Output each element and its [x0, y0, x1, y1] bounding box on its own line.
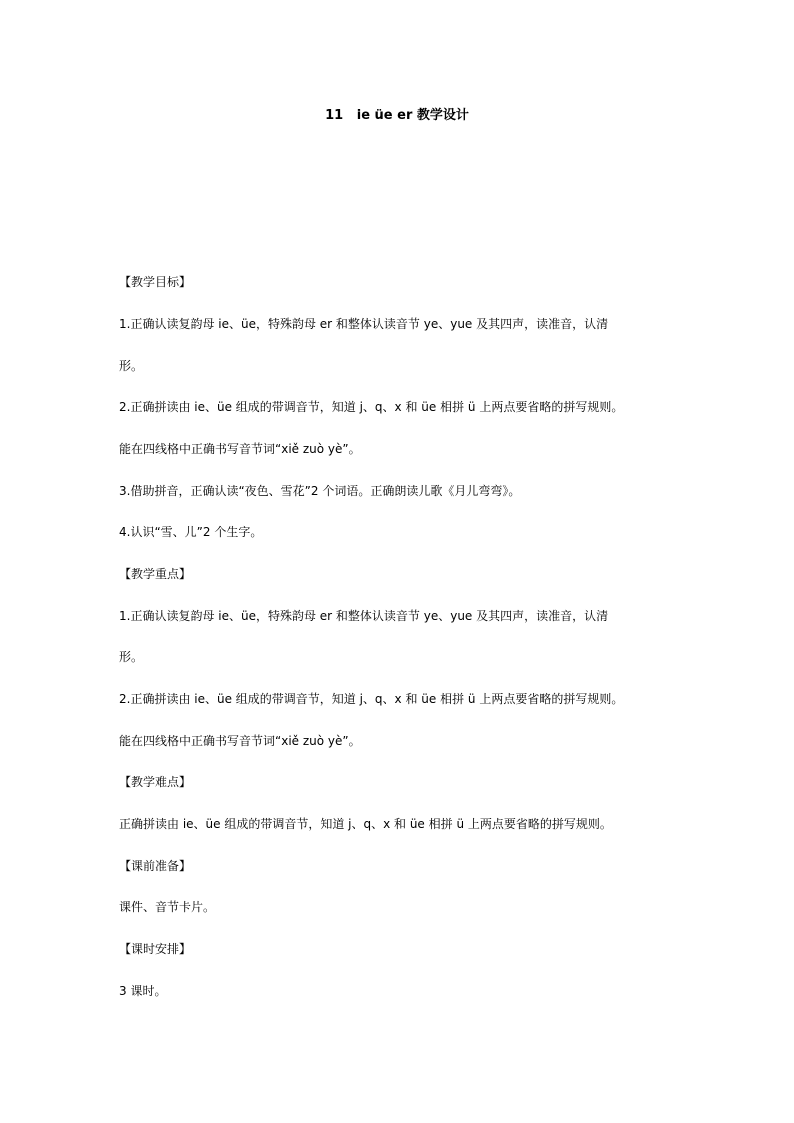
- objective-1-line-1: 1.正确认读复韵母 ie、üe，特殊韵母 er 和整体认读音节 ye、yue 及其四声，读准音，认清: [119, 317, 609, 331]
- objective-2-line-1: 2.正确拼读由 ie、üe 组成的带调音节，知道 j、q、x 和 üe 相拼 ü 上两点要省略的拼写规则。: [119, 400, 624, 414]
- objective-2-line-2: 能在四线格中正确书写音节词“xiě zuò yè”。: [119, 442, 361, 456]
- section-heading-difficulties: 【教学难点】: [119, 775, 192, 789]
- preparation-text: 课件、音节卡片。: [119, 900, 216, 914]
- key-point-1-line-1: 1.正确认读复韵母 ie、üe，特殊韵母 er 和整体认读音节 ye、yue 及其四声，读准音，认清: [119, 609, 609, 623]
- objective-1-line-2: 形。: [119, 359, 144, 373]
- objective-4: 4.认识“雪、儿”2 个生字。: [119, 525, 263, 539]
- section-heading-objectives: 【教学目标】: [119, 275, 192, 289]
- difficulty-text: 正确拼读由 ie、üe 组成的带调音节，知道 j、q、x 和 üe 相拼 ü 上两点要省略的拼写规则。: [119, 817, 612, 831]
- document-title: 11 ie üe er 教学设计: [325, 108, 469, 123]
- key-point-1-line-2: 形。: [119, 650, 144, 664]
- section-heading-key-points: 【教学重点】: [119, 567, 192, 581]
- key-point-2-line-1: 2.正确拼读由 ie、üe 组成的带调音节，知道 j、q、x 和 üe 相拼 ü 上两点要省略的拼写规则。: [119, 692, 624, 706]
- schedule-text: 3 课时。: [119, 984, 167, 998]
- section-heading-schedule: 【课时安排】: [119, 942, 192, 956]
- objective-3: 3.借助拼音，正确认读“夜色、雪花”2 个词语。正确朗读儿歌《月儿弯弯》。: [119, 484, 521, 498]
- section-heading-preparation: 【课前准备】: [119, 859, 192, 873]
- key-point-2-line-2: 能在四线格中正确书写音节词“xiě zuò yè”。: [119, 734, 361, 748]
